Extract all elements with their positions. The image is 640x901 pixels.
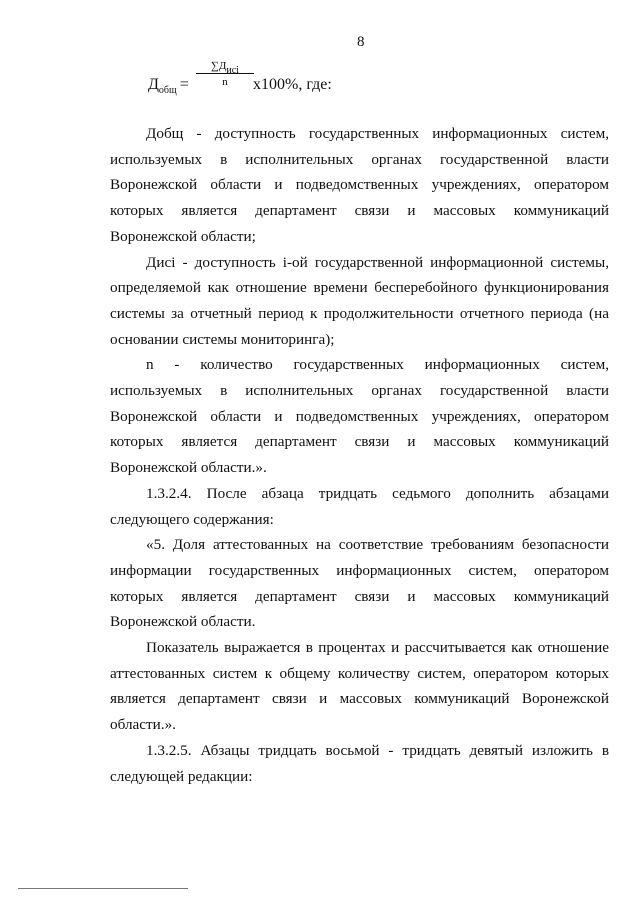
formula-denominator: n	[222, 76, 228, 88]
paragraph-1-3-2-5: 1.3.2.5. Абзацы тридцать восьмой - тридцать девятый изложить в следующей редакции:	[110, 741, 609, 785]
formula-equals: =	[179, 76, 189, 93]
formula-lhs-sub: общ	[158, 85, 177, 96]
formula-numerator-sub: исi	[226, 65, 239, 76]
formula-numerator	[196, 60, 254, 74]
paragraph-1-3-2-4: 1.3.2.4. После абзаца тридцать седьмого дополнить абзацами следующего содержания:	[110, 484, 609, 528]
formula-numerator-base: ∑Д	[211, 60, 227, 72]
paragraph-indicator-5: «5. Доля аттестованных на соответствие требованиям безопасности информации государственных информационных систем, оператором которых является департамент связи и массовых коммуникаций Воронежской области.	[110, 536, 609, 631]
page-number: 8	[357, 34, 365, 50]
formula-lhs-base: Д	[148, 76, 159, 93]
paragraph-n-definition: n - количество государственных информационных систем, используемых в исполнительных органах государственной власти Воронежской области и подведомственных учреждениях, оператором которых является департамент связи и массовых коммуникаций Воронежской области.».	[110, 356, 609, 477]
paragraph-indicator-calculation: Показатель выражается в процентах и рассчитывается как отношение аттестованных систем к общему количеству систем, оператором которых является департамент связи и массовых коммуникаций Воронежской области.».	[110, 639, 609, 734]
paragraph-disi-definition: Дисi - доступность i-ой государственной информационной системы, определяемой как отношение времени бесперебойного функционирования системы за отчетный период к продолжительности отчетного периода (на основании системы мониторинга);	[110, 253, 609, 348]
footnote-divider	[18, 888, 188, 889]
formula-fraction	[196, 60, 254, 88]
formula-suffix: x100%, где:	[253, 76, 332, 93]
formula-lhs	[148, 76, 189, 94]
document-body	[110, 121, 609, 789]
paragraph-dobsch-definition: Добщ - доступность государственных информационных систем, используемых в исполнительных органах государственной власти Воронежской области и подведомственных учреждениях, оператором которых является департамент связи и массовых коммуникаций Воронежской области;	[110, 125, 609, 245]
